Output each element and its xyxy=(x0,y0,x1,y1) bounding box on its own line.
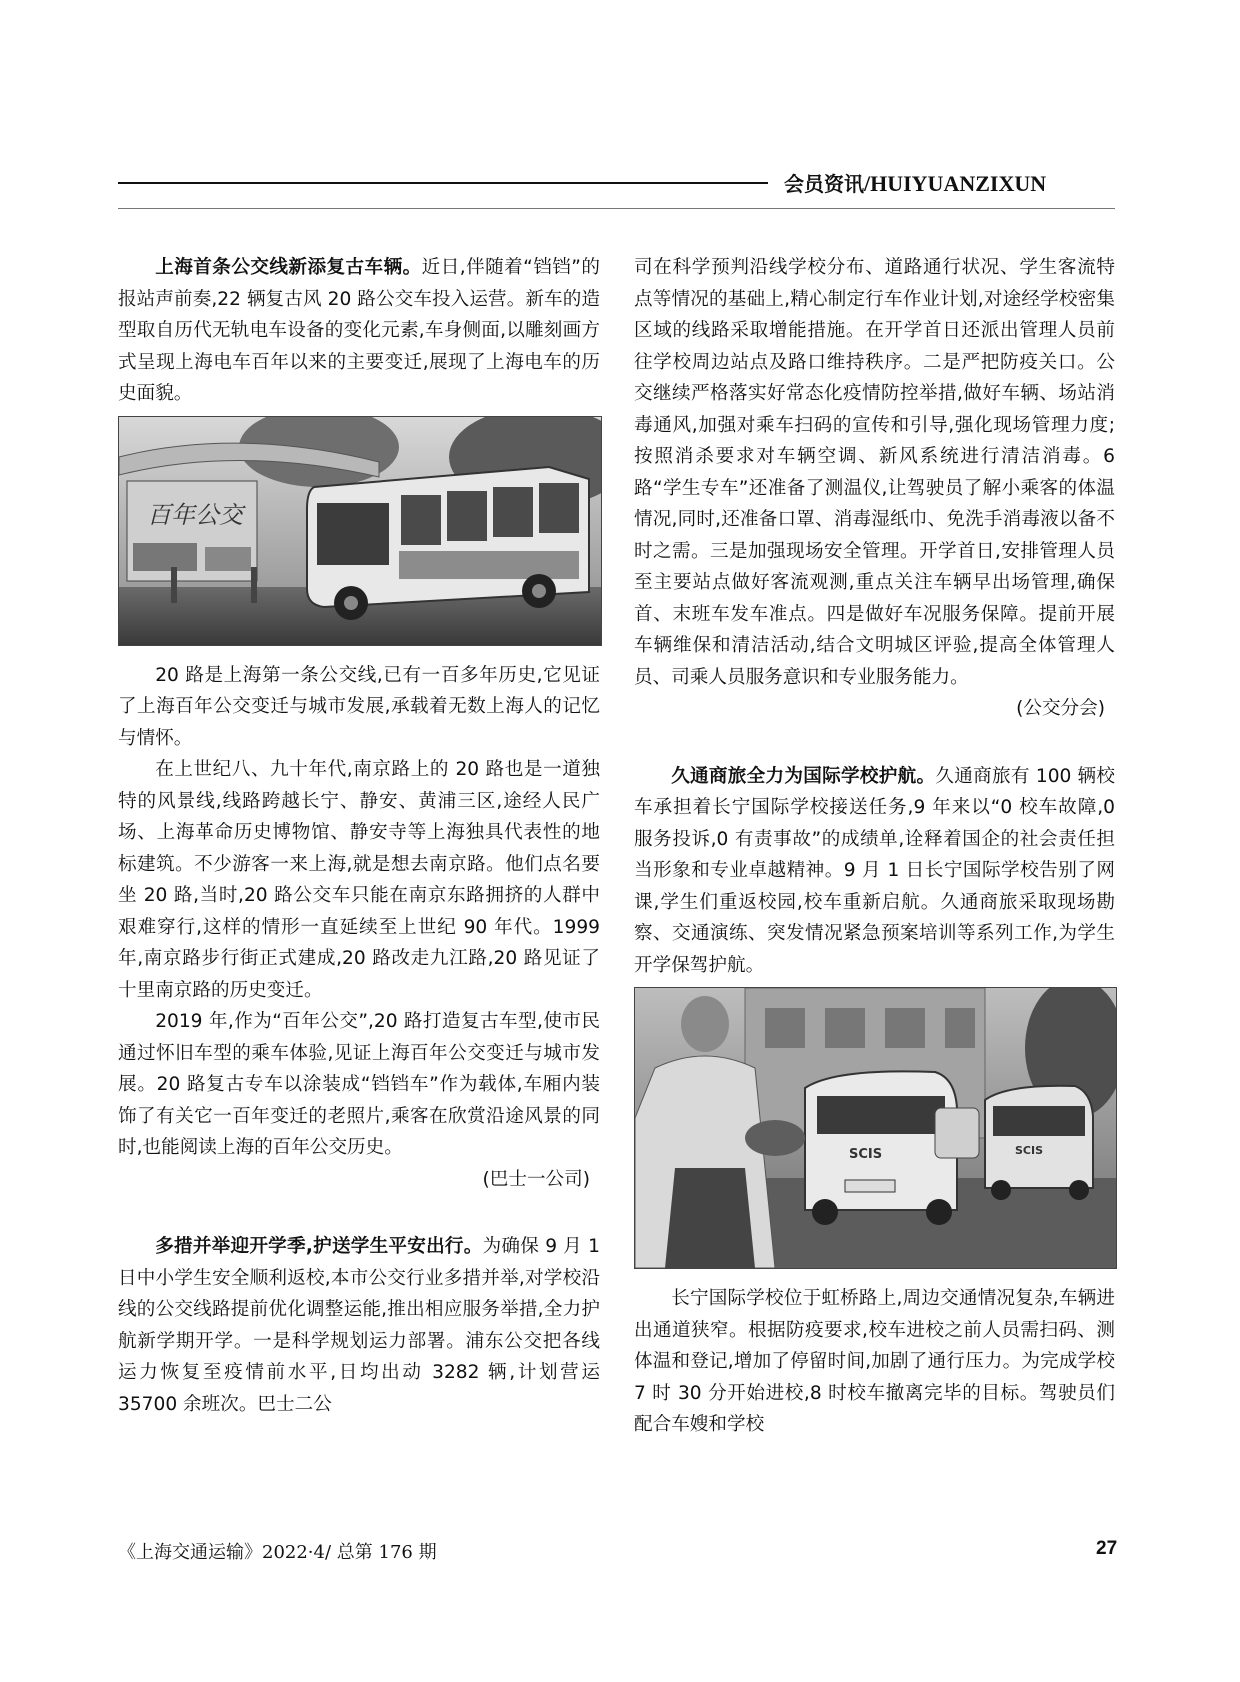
article-nanjing-road: 在上世纪八、九十年代,南京路上的 20 路也是一道独特的风景线,线路跨越长宁、静安、黄浦三区,途经人民广场、上海革命历史博物馆、静安寺等上海独具代表性的地标建筑。不少游客一来上海,就是想去南京路。他们点名要坐 20 路,当时,20 路公交车只能在南京东路拥挤的人群中艰难穿行,这样的情形一直延续至上世纪 90 年代。1999 年,南京路步行街正式建成,20 路改走九江路,20 路见证了十里南京路的历史变迁。 xyxy=(118,759,600,1001)
article-school-season-cont: 司在科学预判沿线学校分布、道路通行状况、学生客流特点等情况的基础上,精心制定行车作业计划,对途经学校密集区域的线路采取增能措施。在开学首日还派出管理人员前往学校周边站点及路口维持秩序。二是严把防疫关口。公交继续严格落实好常态化疫情防控举措,做好车辆、场站消毒通风,加强对乘车扫码的宣传和引导,强化现场管理力度;按照消杀要求对车辆空调、新风系统进行清洁消毒。6 路“学生专车”还准备了测温仪,让驾驶员了解小乘客的体温情况,同时,还准备口罩、消毒湿纸巾、免洗手消毒液以备不时之需。三是加强现场安全管理。开学首日,安排管理人员至主要站点做好客流观测,重点关注车辆早出场管理,确保首、末班车发车准点。四是做好车况服务保障。提前开展车辆维保和清洁活动,结合文明城区评验,提高全体管理人员、司乘人员服务意识和专业服务能力。 xyxy=(634,257,1115,688)
photo-vintage-bus xyxy=(118,416,602,646)
photo-sign-text: 百年公交 xyxy=(147,500,243,529)
header-thin-rule xyxy=(118,208,1115,209)
photo-badge-text: SCIS xyxy=(849,1147,883,1162)
article-route-history: 20 路是上海第一条公交线,已有一百多年历史,它见证了上海百年公交变迁与城市发展,承载着无数上海人的记忆与情怀。 xyxy=(118,664,600,749)
article-source: (公交分会) xyxy=(1016,698,1105,719)
article-jiutong-school-bus xyxy=(634,761,1115,982)
article-headline: 久通商旅全力为国际学校护航。 xyxy=(671,765,936,787)
article-body: 久通商旅有 100 辆校车承担着长宁国际学校接送任务,9 年来以“0 校车故障,0 服务投诉,0 有责事故”的成绩单,诠释着国企的社会责任担当形象和专业卓越精神。9 月 1 日长宁国际学校告别了网课,学生们重返校园,校车重新启航。久通商旅采取现场勘察、交通演练、突发情况紧急预案培训等系列工作,为学生开学保驾护航。 xyxy=(634,765,1115,976)
article-headline: 多措并举迎开学季,护送学生平安出行。 xyxy=(155,1236,483,1257)
photo-school-buses xyxy=(634,987,1117,1269)
header-rule xyxy=(118,182,768,184)
article-school-location: 长宁国际学校位于虹桥路上,周边交通情况复杂,车辆进出通道狭窄。根据防疫要求,校车进校之前人员需扫码、测体温和登记,增加了停留时间,加剧了通行压力。为完成学校 7 时 30 分开始进校,8 时校车撤离完毕的目标。驾驶员们配合车嫂和学校 xyxy=(634,1288,1115,1435)
article-body: 近日,伴随着“铛铛”的报站声前奏,22 辆复古风 20 路公交车投入运营。新车的造型取自历代无轨电车设备的变化元素,车身侧面,以雕刻画方式呈现上海电车百年以来的主要变迁,展现了上海电车的历史面貌。 xyxy=(118,257,600,404)
page-number: 27 xyxy=(1096,1538,1118,1559)
photo-badge-text-2: SCIS xyxy=(1015,1144,1044,1157)
article-vintage-bus-2019 xyxy=(118,1006,600,1164)
article-body: 2019 年,作为“百年公交”,20 路打造复古车型,使市民通过怀旧车型的乘车体验,见证上海百年公交变迁与城市发展。20 路复古专车以涂装成“铛铛车”作为载体,车厢内装饰了有关它一百年变迁的老照片,乘客在欣赏沿途风景的同时,也能阅读上海的百年公交历史。 xyxy=(118,1011,600,1158)
article-bus-route-20-intro xyxy=(118,252,600,410)
section-title-en: /HUIYUANZIXUN xyxy=(864,171,1047,196)
journal-issue: 《上海交通运输》2022·4/ 总第 176 期 xyxy=(118,1542,437,1563)
section-title-cn: 会员资讯 xyxy=(784,172,864,196)
article-source: (巴士一公司) xyxy=(482,1168,590,1190)
article-body: 为确保 9 月 1 日中小学生安全顺利返校,本市公交行业多措并举,对学校沿线的公交线路提前优化调整运能,推出相应服务举措,全力护航新学期开学。一是科学规划运力部署。浦东公交把各线运力恢复至疫情前水平,日均出动 3282 辆,计划营运 35700 余班次。巴士二公 xyxy=(118,1236,600,1415)
article-school-season xyxy=(118,1231,600,1420)
article-headline: 上海首条公交线新添复古车辆。 xyxy=(155,257,422,278)
right-column xyxy=(634,252,1115,1441)
left-column xyxy=(118,252,600,1420)
section-header xyxy=(784,168,1046,197)
